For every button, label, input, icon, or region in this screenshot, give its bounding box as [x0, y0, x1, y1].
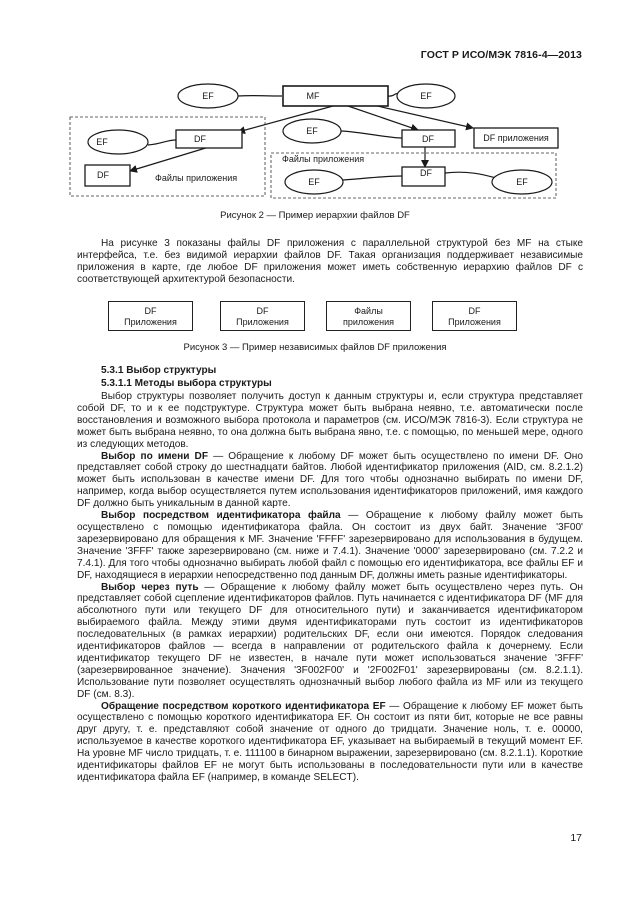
- df-box-1: [176, 130, 242, 148]
- svg-text:EF: EF: [202, 91, 214, 101]
- body-text: [77, 391, 583, 784]
- app-files-label-right: Файлы приложения: [282, 154, 365, 164]
- page-number: 17: [570, 832, 582, 844]
- svg-text:EF: EF: [308, 177, 320, 187]
- document-header: ГОСТ Р ИСО/МЭК 7816-4—2013: [420, 49, 582, 61]
- figure3-box-2: DF Приложения: [220, 301, 305, 331]
- svg-text:DF: DF: [422, 134, 434, 144]
- figure3-box-1: DF Приложения: [108, 301, 193, 331]
- svg-text:EF: EF: [516, 177, 528, 187]
- figure3-box-4: DF Приложения: [432, 301, 517, 331]
- intro-paragraph: На рисунке 3 показаны файлы DF приложения с параллельной структурой без MF на стыке интерфейса, т.е. без видимой иерархии файлов DF. Такая организация поддерживает независимые приложения в карте, где любое DF приложения может иметь собственную иерархию файлов DF с соответствующей архитектурой безопасности.: [77, 238, 583, 285]
- svg-text:DF приложения: DF приложения: [483, 133, 549, 143]
- paragraph-select-by-file-id: Выбор посредством идентификатора файла — Обращение к любому файлу может быть осуществлено с помощью идентификатора файла. Он состоит из двух байт. Значение '3F00' зарезервировано для обращения к MF. Значение 'FFFF' зарезервировано для использования в будущем. Значение '3FFF' также зарезервировано (см. ниже и 7.4.1). Значение '0000' зарезервировано (см. 7.2.2 и 7.4.1). Для того чтобы однозначно выбирать любой файл с помощью его идентификатора, все файлы EF и DF, находящиеся в иерархии непосредственно под данным DF, должны иметь разные идентификаторы.: [77, 510, 584, 581]
- svg-text:EF: EF: [306, 126, 318, 136]
- figure2-diagram: [0, 0, 630, 210]
- figure3-caption: Рисунок 3 — Пример независимых файлов DF приложения: [183, 342, 447, 353]
- svg-text:DF: DF: [420, 168, 432, 178]
- paragraph-select-by-df-name: Выбор по имени DF — Обращение к любому DF может быть осуществлено по имени DF. Оно представляет собой строку до шестнадцати байтов. Любой идентификатор приложения (AID, см. 8.2.1.2) может быть использован в качестве имени DF. Для того чтобы однозначно выбирать по имени DF, например, когда выбор осуществляется путем использования идентификаторов приложений, имя каждого DF должно быть уникальным в данной карте.: [77, 450, 583, 510]
- svg-text:EF: EF: [96, 137, 108, 147]
- subsection-heading: 5.3.1.1 Методы выбора структуры: [101, 378, 272, 389]
- section-heading: 5.3.1 Выбор структуры: [101, 365, 217, 376]
- figure3-box-3: Файлы приложения: [326, 301, 411, 331]
- paragraph-structure-selection: Выбор структуры позволяет получить доступ к данным структуры и, если структура представляет собой DF, то и к ее подструктуре. Структура может быть выбрана неявно, т.е. автоматически после восстановления и возможного выбора протокола и параметров (см. ИСО/МЭК 7816-3). Если структура не может быть выбрана неявно, то она должна быть выбрана явно, т.е. с помощью, по меньшей мере, одного из следующих методов.: [77, 391, 583, 450]
- app-files-label-left: Файлы приложения: [155, 173, 238, 183]
- svg-text:DF: DF: [97, 170, 109, 180]
- paragraph-short-ef-id: Обращение посредством короткого идентификатора EF — Обращение к любому EF может быть осуществлено с помощью короткого идентификатора EF. Он состоит из пяти бит, которые не все равны друг другу, т. е. представляют собой значение от одного до тридцати. Значение ноль, т. е. 00000, используемое в качестве короткого идентификатора EF, указывает на выбираемый в текущий момент EF. На уровне MF число тридцать, т. е. 111100 в бинарном выражении, зарезервировано (см. 8.2.1.1). Короткие идентификаторы файлов EF не могут быть использованы в последовательности пути или в качестве идентификатора файла EF (например, в команде SELECT).: [77, 700, 583, 783]
- paragraph-select-by-path: Выбор через путь — Обращение к любому файлу может быть осуществлено через путь. Он представляет собой сцепление идентификаторов файлов. Путь начинается с идентификатора DF (MF для абсолютного пути или текущего DF для относительного пути) и заканчивается идентификатором выбираемого файла. Между этими двумя идентификаторами путь состоит из идентификаторов последовательных (в рамках иерархии) родительских DF, если они имеются. Порядок следования идентификаторов файлов — всегда в направлении от родительского файла к дочернему. Если идентификатор текущего DF не известен, в начале пути может использоваться значение '3FFF' (зарезервированное значение). Значения '3F002F00' и '2F002F01' зарезервированы (см. 8.2.1.1). Использование пути позволяет осуществлять однозначный выбор любого файла из MF или из текущего DF (см. 8.3).: [77, 581, 583, 700]
- svg-text:EF: EF: [420, 91, 432, 101]
- svg-text:DF: DF: [194, 134, 206, 144]
- mf-label: MF: [306, 91, 320, 101]
- mf-box: [283, 86, 388, 106]
- figure2-caption: Рисунок 2 — Пример иерархии файлов DF: [220, 210, 410, 221]
